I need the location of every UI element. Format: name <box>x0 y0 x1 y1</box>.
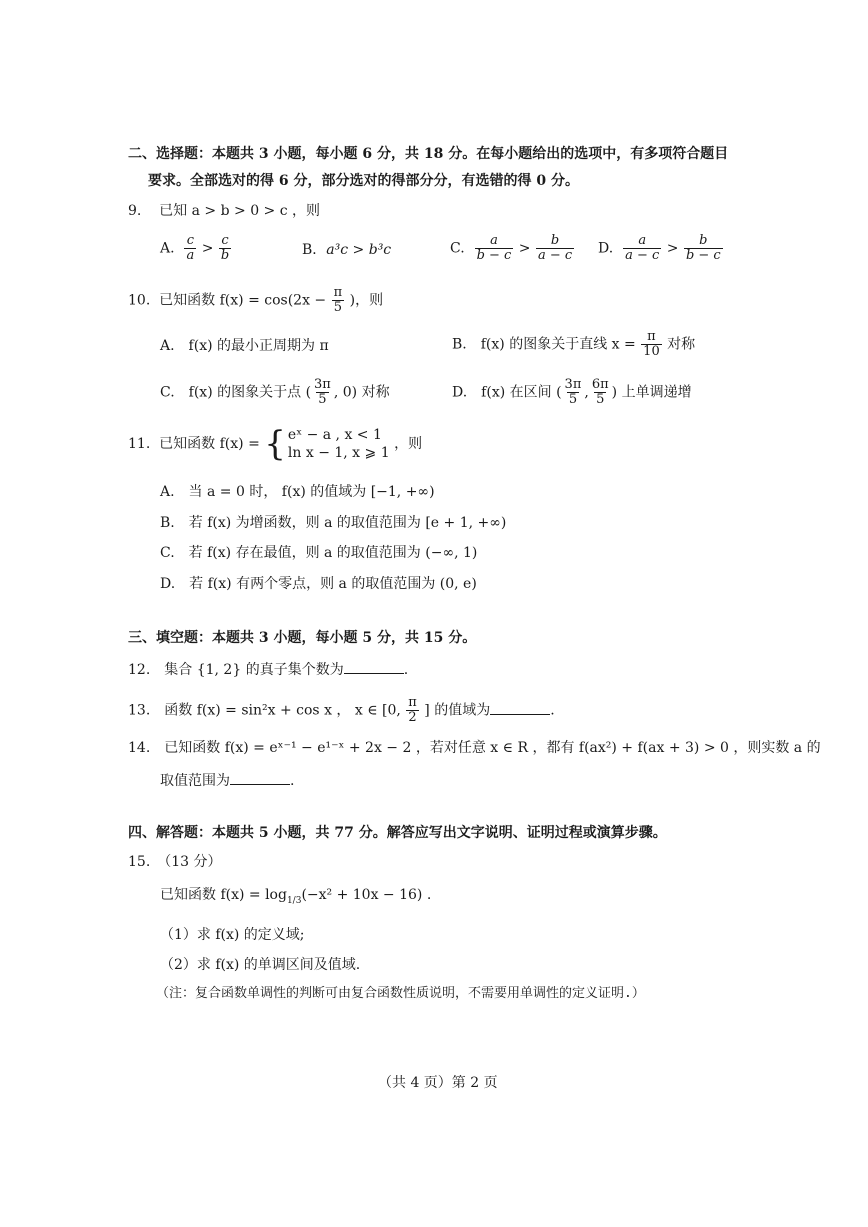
q12-answer-blank <box>344 659 404 674</box>
question-12: 12. 集合 {1, 2} 的真子集个数为 . <box>128 659 408 680</box>
section-3-title: 三、填空题：本题共 3 小题，每小题 5 分，共 15 分。 <box>128 630 477 646</box>
q9-d-right-fraction: $\frac{b}{b - c}$ <box>685 233 721 263</box>
log-base: 1/3 <box>286 895 302 906</box>
q9-stem: 已知 a > b > 0 > c ，则 <box>159 203 321 219</box>
page-footer: （共 4 页）第 2 页 <box>378 1075 498 1091</box>
q11-option-c: C. 若 f(x) 存在最值，则 a 的取值范围为 (−∞, 1) <box>160 545 478 561</box>
q11-option-b: B. 若 f(x) 为增函数，则 a 的取值范围为 [e + 1, +∞) <box>160 515 507 531</box>
question-9 <box>128 201 320 221</box>
question-15-stem: 已知函数 $f(x) = \log_{1/3}(-x^2 + 10x - 16)$ . <box>160 887 432 906</box>
q11-option-d: D. 若 f(x) 有两个零点，则 a 的取值范围为 (0, e) <box>160 576 477 592</box>
q10-option-a: A. f(x) 的最小正周期为 π <box>160 338 329 354</box>
question-15-header: 15. （13 分） <box>128 854 222 870</box>
q13-answer-blank <box>490 700 550 715</box>
q14-answer-blank <box>230 770 290 785</box>
q10-b-fraction: $\frac{\pi}{10}$ <box>643 329 660 359</box>
q9-c-right-fraction: $\frac{b}{a - c}$ <box>537 233 573 263</box>
section-2-title-line2: 要求。全部选对的得 6 分，部分选对的得部分分，有选错的得 0 分。 <box>148 173 579 189</box>
question-11: 11. 已知函数 f(x) = { eˣ − a , x < 1 ln x − 1, x ⩾ 1 ，则 <box>128 424 423 464</box>
q10-c-fraction: $\frac{3\pi}{5}$ <box>314 377 331 407</box>
q11-piecewise: { eˣ − a , x < 1 ln x − 1, x ⩾ 1 <box>264 424 390 464</box>
q10-stem-fraction: $\frac{\pi}{5}$ <box>333 285 343 315</box>
question-15-part-1: （1）求 f(x) 的定义域; <box>160 927 305 943</box>
section-2-title-line1: 二、选择题：本题共 3 小题，每小题 6 分，共 18 分。在每小题给出的选项中，有多项符合题目 <box>128 146 729 162</box>
q13-fraction: $\frac{\pi}{2}$ <box>408 695 417 725</box>
question-10: 10. 已知函数 f(x) = cos(2x − $\frac{\pi}{5}$ )，则 <box>128 285 384 315</box>
q9-option-d: D. $\frac{a}{a - c}$ > $\frac{b}{b - c}$ <box>598 233 721 263</box>
q11-option-a: A. 当 a = 0 时， f(x) 的值域为 [−1, +∞) <box>160 484 435 500</box>
q9-number: 9. <box>128 203 142 219</box>
q10-option-b: B. f(x) 的图象关于直线 x = $\frac{\pi}{10}$ 对称 <box>452 329 696 359</box>
q9-option-c: C. $\frac{a}{b - c}$ > $\frac{b}{a - c}$ <box>450 233 573 263</box>
q9-a-right-fraction: $\frac{c}{b}$ <box>220 233 230 263</box>
q9-option-b: B．a³c > b³c <box>302 242 392 258</box>
q10-d-fraction-2: $\frac{6\pi}{5}$ <box>591 377 609 407</box>
section-4-title: 四、解答题：本题共 5 小题，共 77 分。解答应写出文字说明、证明过程或演算步骤。 <box>128 825 667 841</box>
q10-d-fraction-1: $\frac{3\pi}{5}$ <box>564 377 582 407</box>
question-14-line1: 14. 已知函数 f(x) = eˣ⁻¹ − e¹⁻ˣ + 2x − 2 ，若对任意 x ∈ R ，都有 f(ax²) + f(ax + 3) > 0 ，则实数 a 的 <box>128 740 821 756</box>
q9-c-left-fraction: $\frac{a}{b - c}$ <box>476 233 512 263</box>
q9-option-a: A. $\frac{c}{a}$ > $\frac{c}{b}$ <box>160 233 230 263</box>
q9-d-left-fraction: $\frac{a}{a - c}$ <box>625 233 660 263</box>
q9-a-left-fraction: $\frac{c}{a}$ <box>186 233 195 263</box>
q10-option-c: C. f(x) 的图象关于点 ( $\frac{3\pi}{5}$ , 0) 对称 <box>160 377 390 407</box>
q11-case-2: ln x − 1, x ⩾ 1 <box>287 445 390 461</box>
q11-case-1: eˣ − a , x < 1 <box>287 427 382 443</box>
question-15-part-2: （2）求 f(x) 的单调区间及值域. <box>160 957 361 973</box>
question-14-line2: 取值范围为 . <box>160 770 294 791</box>
q10-option-d: D. f(x) 在区间 ( $\frac{3\pi}{5}$ , $\frac{6\pi}{5}$ ) 上单调递增 <box>452 377 692 407</box>
question-13: 13. 函数 f(x) = sin²x + cos x ， x ∈ [0, $\frac{\pi}{2}$ ] 的值域为 . <box>128 695 555 725</box>
question-15-note: （注：复合函数单调性的判断可由复合函数性质说明，不需要用单调性的定义证明.） <box>156 986 645 1001</box>
